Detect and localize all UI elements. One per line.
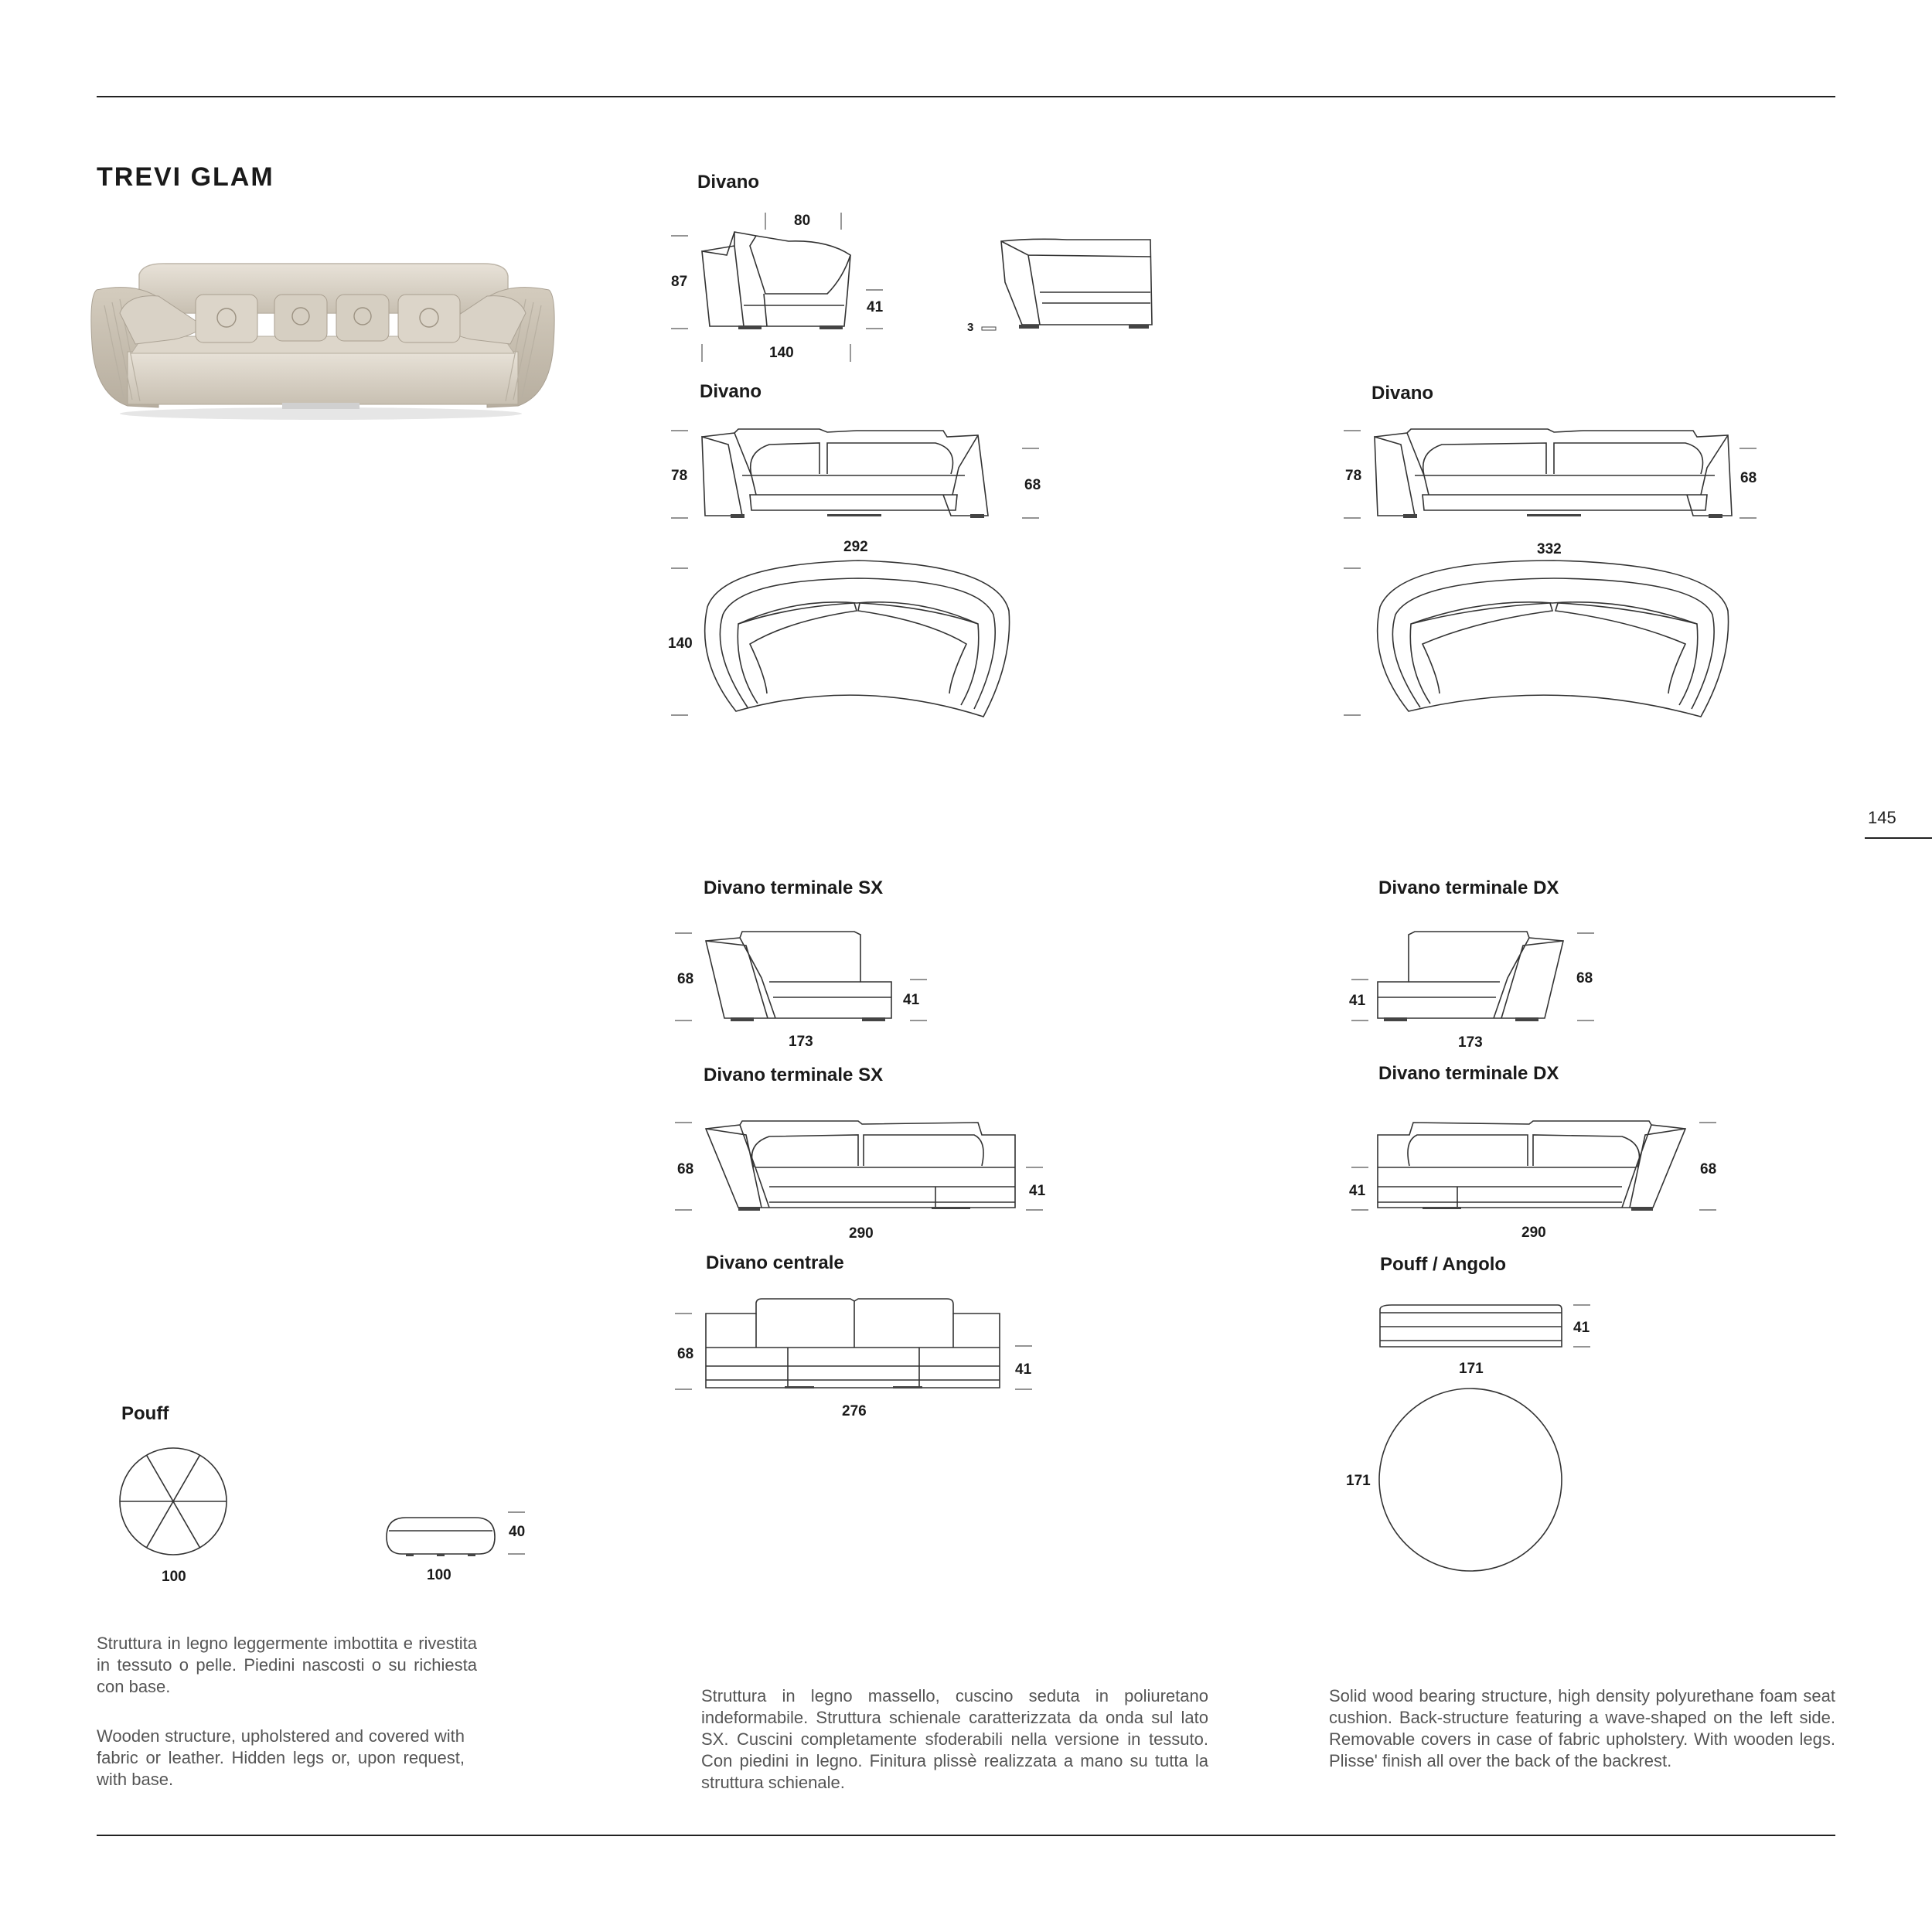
terminale-dx-side-view xyxy=(1345,924,1616,1040)
centrale-width: 276 xyxy=(842,1403,867,1419)
divano-292-depth: 140 xyxy=(668,635,693,652)
pouff-top-width: 100 xyxy=(162,1569,186,1585)
divano-top-seat-height: 41 xyxy=(867,299,884,315)
centrale-height: 68 xyxy=(677,1346,694,1362)
pouff-side-height: 40 xyxy=(509,1524,526,1540)
pouff-angolo-height: 41 xyxy=(1573,1320,1590,1336)
centrale-front-view xyxy=(669,1295,1040,1395)
centrale-seat-height: 41 xyxy=(1015,1361,1032,1378)
divano-332-label: Divano xyxy=(1371,383,1434,404)
pouff-angolo-diameter: 171 xyxy=(1346,1473,1371,1489)
pouff-side-width: 100 xyxy=(427,1567,451,1583)
pouff-angolo-drawing xyxy=(1345,1299,1600,1577)
top-rule xyxy=(97,96,1835,97)
pouff-description-en: Wooden structure, upholstered and covered with fabric or leather. Hidden legs or, upon request, with base. xyxy=(97,1726,465,1789)
terminale-dx-side-height: 68 xyxy=(1576,970,1593,986)
terminale-sx-side-width: 173 xyxy=(789,1034,813,1050)
terminale-dx-side-label: Divano terminale DX xyxy=(1378,877,1559,898)
terminale-dx-front-label: Divano terminale DX xyxy=(1378,1063,1559,1084)
pouff-angolo-width: 171 xyxy=(1459,1361,1484,1377)
pouff-side-view xyxy=(383,1506,530,1560)
terminale-sx-front-height: 68 xyxy=(677,1161,694,1177)
terminale-sx-side-view xyxy=(669,924,939,1040)
sofa-photo xyxy=(81,259,561,421)
pouff-angolo-label: Pouff / Angolo xyxy=(1380,1254,1507,1275)
sofa-description-en: Solid wood bearing structure, high density polyurethane foam seat cushion. Back-structure featuring a wave-shaped on the left side. Removable covers in case of fabric upholstery. With wooden legs. Plisse' finish all over the back of the backrest. xyxy=(1329,1686,1835,1770)
terminale-dx-side-width: 173 xyxy=(1458,1034,1483,1051)
terminale-dx-front-seat-height: 41 xyxy=(1349,1183,1366,1199)
terminale-sx-front-view xyxy=(669,1113,1055,1222)
divano-332-height: 78 xyxy=(1345,468,1362,484)
terminale-sx-side-label: Divano terminale SX xyxy=(704,877,884,898)
centrale-label: Divano centrale xyxy=(706,1252,844,1273)
page-number-rule xyxy=(1865,837,1932,839)
sofa-description-it: Struttura in legno massello, cuscino seduta in poliuretano indeformabile. Struttura schienale caratterizzata da onda sul lato SX. Cuscini completamente sfoderabili nella versione in tessuto. Con piedini in legno. Finitura plissè realizzata a mano su tutta la struttura schienale. xyxy=(701,1686,1208,1792)
divano-332-arm-height: 68 xyxy=(1740,470,1757,486)
divano-top-depth: 140 xyxy=(769,345,794,361)
terminale-dx-front-width: 290 xyxy=(1521,1225,1546,1241)
divano-292-height: 78 xyxy=(671,468,688,484)
bottom-rule xyxy=(97,1835,1835,1836)
terminale-sx-front-label: Divano terminale SX xyxy=(704,1065,884,1085)
terminale-sx-side-height: 68 xyxy=(677,971,694,987)
divano-top-leg: 3 xyxy=(967,321,974,334)
pouff-description-it: Struttura in legno leggermente imbottita e rivestita in tessuto o pelle. Piedini nascosti o su richiesta con base. xyxy=(97,1634,477,1696)
page-number: 145 xyxy=(1868,808,1896,827)
divano-292-width: 292 xyxy=(843,539,868,555)
pouff-label: Pouff xyxy=(121,1403,169,1424)
terminale-sx-side-seat-height: 41 xyxy=(903,992,920,1008)
terminale-sx-front-width: 290 xyxy=(849,1225,874,1242)
terminale-sx-front-seat-height: 41 xyxy=(1029,1183,1046,1199)
divano-292-arm-height: 68 xyxy=(1024,477,1041,493)
terminale-dx-side-seat-height: 41 xyxy=(1349,993,1366,1009)
divano-top-height: 87 xyxy=(671,274,688,290)
divano-top-seat-width: 80 xyxy=(794,213,811,229)
divano-332-front-view xyxy=(1337,421,1770,731)
terminale-dx-front-height: 68 xyxy=(1700,1161,1717,1177)
divano-292-front-view xyxy=(665,421,1051,731)
divano-332-width: 332 xyxy=(1537,541,1562,557)
pouff-top-view xyxy=(118,1446,233,1562)
divano-292-label: Divano xyxy=(700,381,762,402)
terminale-dx-front-view xyxy=(1345,1113,1732,1222)
divano-top-side-view xyxy=(665,209,1160,363)
divano-top-label: Divano xyxy=(697,172,760,193)
product-title: TREVI GLAM xyxy=(97,162,274,192)
